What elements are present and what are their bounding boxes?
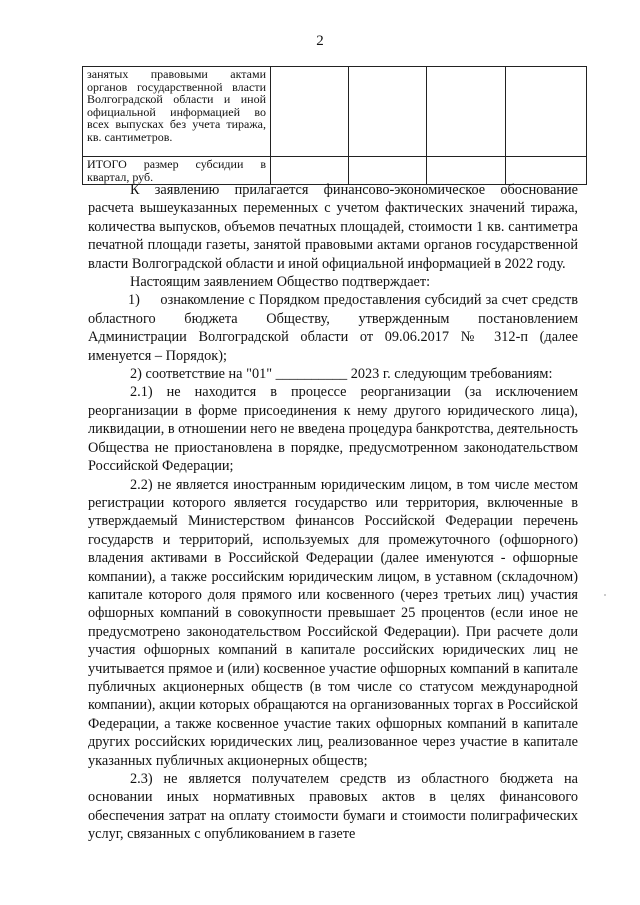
paragraph-item-2-3: 2.3) не является получателем средств из областного бюджета на основании иных нормативных правовых актов в целях финансового обеспечения затрат на оплату стоимости бумаги и стоимости полиграфических услуг, связанных с опубликованием в газете: [88, 771, 578, 843]
scan-artifact: [604, 594, 606, 596]
paragraph-item-1: 1) ознакомление с Порядком предоставления субсидий за счет средств областного бюджета Обществу, утвержденным постановлением Администрации Волгоградской области от 09.06.2017 № 312-п (далее именуется – Порядок);: [88, 292, 578, 364]
page-number: 2: [316, 33, 324, 49]
table-cell-empty: [506, 67, 587, 157]
paragraph-item-2-2: 2.2) не является иностранным юридическим лицом, в том числе местом регистрации которого является государство или территория, включенные в утверждаемый Министерством финансов Российской Федерации перечень государств и территорий, используемых для промежуточного (офшорного) владения активами в Российской Федерации (далее именуются - офшорные компании), а также российским юридическим лицом, в уставном (складочном) капитале которого доля прямого или косвенного (через третьих лиц) участия офшорных компаний в совокупности превышает 25 процентов (если иное не предусмотрено законодательством Российской Федерации). При расчете доли участия офшорных компаний в капитале российских юридических лиц не учитывается прямое и (или) косвенное участие офшорных компаний в капитале публичных акционерных обществ (в том числе со статусом международной компании), акции которых обращаются на организованных торгах в Российской Федерации, а также косвенное участие таких офшорных компаний в капитале других российских юридических лиц, реализованное через участие в капитале указанных публичных акционерных обществ;: [88, 476, 578, 769]
paragraph-item-2: 2) соответствие на "01" __________ 2023 г. следующим требованиям:: [130, 366, 553, 383]
paragraph-confirmation-intro: Настоящим заявлением Общество подтверждает:: [130, 274, 431, 291]
table-cell-empty: [349, 67, 427, 157]
subsidy-table: [82, 66, 587, 185]
table-cell-total-label: ИТОГО размер субсидии в квартал, руб.: [83, 157, 271, 185]
table-cell-label: занятых правовыми актами органов государственной власти Волгоградской области и иной официальной информацией во всех выпусках без учета тиража, кв. сантиметров.: [83, 67, 271, 157]
paragraph-item-2-1: 2.1) не находится в процессе реорганизации (за исключением реорганизации в форме присоединения к нему другого юридического лица), ликвидации, в отношении него не введена процедура банкротства, деятельность Общества не приостановлена в порядке, предусмотренном законодательством Российской Федерации;: [88, 384, 578, 475]
table-cell-empty: [271, 67, 349, 157]
paragraph-attachment: К заявлению прилагается финансово-экономическое обоснование расчета вышеуказанных переменных с учетом фактических значений тиража, количества выпусков, объемов печатных площадей, стоимости 1 кв. сантиметра печатной площади газеты, занятой правовыми актами органов государственной власти Волгоградской области и иной официальной информацией в 2022 году.: [88, 182, 578, 272]
document-body: [88, 181, 578, 844]
table-row: [83, 67, 587, 157]
table-cell-empty: [427, 67, 506, 157]
